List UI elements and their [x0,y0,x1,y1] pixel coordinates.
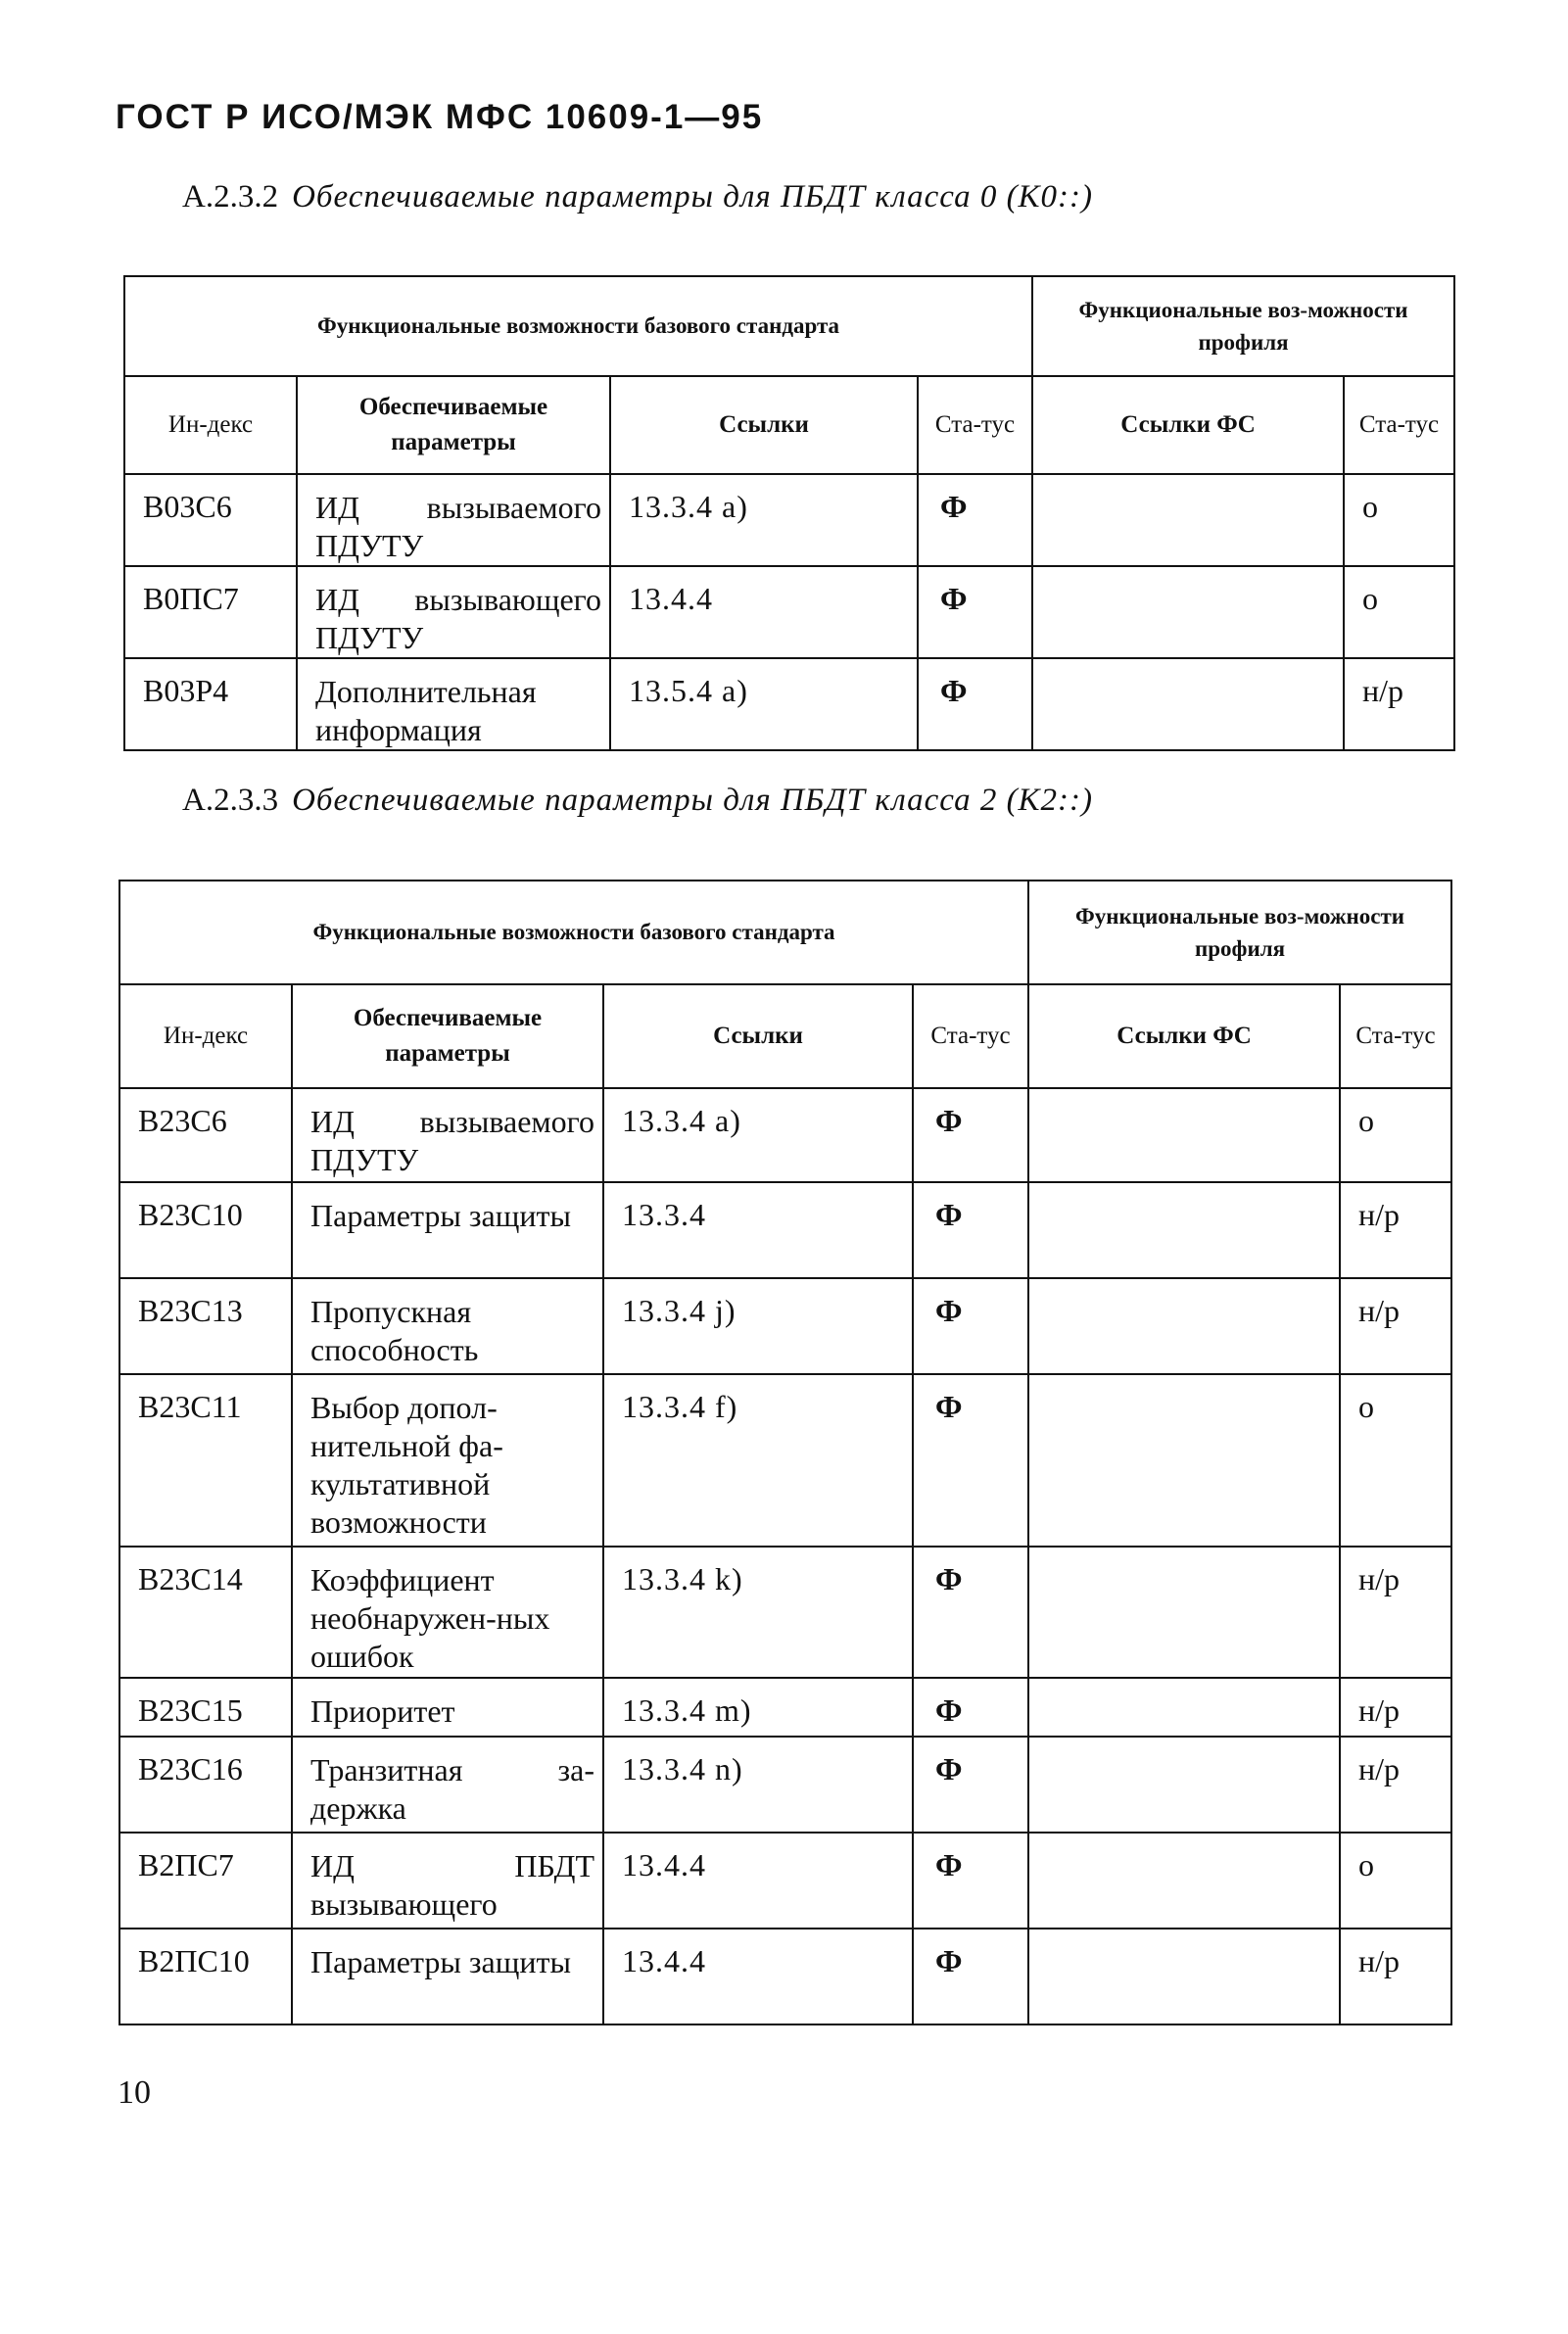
table-row [119,1929,1451,2024]
cell-reference: 13.4.4 [610,566,918,658]
cell-parameter: Параметры защиты [292,1929,603,2024]
col-header-fs-refs: Ссылки ФС [1028,984,1340,1088]
cell-status: Ф [918,658,1032,750]
cell-index: B23C6 [119,1088,292,1182]
page-number: 10 [118,2074,151,2111]
cell-profile-status: н/р [1340,1182,1451,1278]
cell-reference: 13.3.4 m) [603,1678,913,1737]
cell-index: B23C11 [119,1374,292,1547]
cell-fs-reference [1032,566,1344,658]
cell-parameter: ИД вызывающего ПДУТУ [297,566,610,658]
cell-parameter: ИД вызываемого ПДУТУ [297,474,610,566]
cell-status: Ф [913,1678,1028,1737]
table-row [119,1737,1451,1833]
col-header-status: Ста-тус [918,376,1032,474]
section-caption: Обеспечиваемые параметры для ПБДТ класса 0 (К0::) [292,179,1093,214]
col-header-index: Ин-декс [119,984,292,1088]
cell-profile-status: н/р [1344,658,1454,750]
cell-profile-status: о [1340,1374,1451,1547]
cell-profile-status: о [1344,566,1454,658]
cell-fs-reference [1028,1833,1340,1929]
cell-status: Ф [913,1547,1028,1678]
cell-status: Ф [913,1737,1028,1833]
cell-parameter: Параметры защиты [292,1182,603,1278]
cell-reference: 13.3.4 j) [603,1278,913,1374]
cell-index: B23C10 [119,1182,292,1278]
section-number: А.2.3.2 [182,179,279,214]
cell-profile-status: н/р [1340,1547,1451,1678]
table-row [119,1088,1451,1182]
cell-fs-reference [1028,1929,1340,2024]
base-standard-group-header: Функциональные возможности базового стандарта [119,881,1028,984]
profile-group-header: Функциональные воз-можности профиля [1032,276,1454,376]
base-standard-group-header: Функциональные возможности базового стандарта [124,276,1032,376]
cell-parameter: ИД вызываемого ПДУТУ [292,1088,603,1182]
table-row [124,658,1454,750]
cell-profile-status: н/р [1340,1278,1451,1374]
section-caption: Обеспечиваемые параметры для ПБДТ класса 2 (К2::) [292,783,1093,818]
section-title-2 [182,783,1093,819]
cell-index: B23C13 [119,1278,292,1374]
cell-fs-reference [1032,474,1344,566]
section-title-1 [182,179,1093,215]
table-row [119,1833,1451,1929]
table-row [119,1278,1451,1374]
col-header-profile-status: Ста-тус [1340,984,1451,1088]
cell-profile-status: о [1344,474,1454,566]
cell-profile-status: н/р [1340,1929,1451,2024]
cell-index: B03C6 [124,474,297,566]
cell-status: Ф [913,1374,1028,1547]
cell-reference: 13.5.4 a) [610,658,918,750]
cell-fs-reference [1028,1737,1340,1833]
profile-group-header: Функциональные воз-можности профиля [1028,881,1451,984]
document-header: ГОСТ Р ИСО/МЭК МФС 10609-1—95 [116,98,764,136]
cell-index: B23C16 [119,1737,292,1833]
cell-profile-status: о [1340,1088,1451,1182]
cell-index: B2ПC7 [119,1833,292,1929]
cell-reference: 13.3.4 a) [610,474,918,566]
cell-reference: 13.3.4 f) [603,1374,913,1547]
cell-index: B0ПC7 [124,566,297,658]
table-row [124,474,1454,566]
cell-profile-status: о [1340,1833,1451,1929]
cell-reference: 13.3.4 a) [603,1088,913,1182]
parameters-table-class-2 [119,880,1452,2025]
cell-fs-reference [1028,1547,1340,1678]
col-header-profile-status: Ста-тус [1344,376,1454,474]
cell-status: Ф [913,1833,1028,1929]
cell-reference: 13.4.4 [603,1929,913,2024]
cell-reference: 13.3.4 k) [603,1547,913,1678]
col-header-params: Обеспечиваемые параметры [297,376,610,474]
col-header-refs: Ссылки [603,984,913,1088]
table-row [119,1547,1451,1678]
table-row [119,1182,1451,1278]
cell-parameter: ИД ПБДТ вызывающего [292,1833,603,1929]
cell-index: B03P4 [124,658,297,750]
cell-status: Ф [918,474,1032,566]
cell-parameter: Транзитная за-держка [292,1737,603,1833]
cell-reference: 13.3.4 n) [603,1737,913,1833]
cell-parameter: Дополнительная информация [297,658,610,750]
cell-parameter: Приоритет [292,1678,603,1737]
cell-fs-reference [1028,1374,1340,1547]
cell-fs-reference [1028,1278,1340,1374]
cell-index: B23C14 [119,1547,292,1678]
cell-status: Ф [913,1278,1028,1374]
table-row [119,1678,1451,1737]
cell-index: B2ПC10 [119,1929,292,2024]
cell-profile-status: н/р [1340,1737,1451,1833]
parameters-table-class-0 [123,275,1455,751]
col-header-fs-refs: Ссылки ФС [1032,376,1344,474]
cell-fs-reference [1032,658,1344,750]
table-row [119,1374,1451,1547]
cell-index: B23C15 [119,1678,292,1737]
cell-status: Ф [918,566,1032,658]
cell-status: Ф [913,1182,1028,1278]
cell-profile-status: н/р [1340,1678,1451,1737]
col-header-refs: Ссылки [610,376,918,474]
section-number: А.2.3.3 [182,783,279,818]
table-row [124,566,1454,658]
cell-reference: 13.3.4 [603,1182,913,1278]
cell-reference: 13.4.4 [603,1833,913,1929]
cell-status: Ф [913,1088,1028,1182]
cell-status: Ф [913,1929,1028,2024]
col-header-status: Ста-тус [913,984,1028,1088]
col-header-params: Обеспечиваемые параметры [292,984,603,1088]
cell-fs-reference [1028,1678,1340,1737]
cell-parameter: Пропускная способность [292,1278,603,1374]
cell-fs-reference [1028,1088,1340,1182]
cell-fs-reference [1028,1182,1340,1278]
cell-parameter: Коэффициент необнаружен-ных ошибок [292,1547,603,1678]
cell-parameter: Выбор допол-нительной фа-культативной возможности [292,1374,603,1547]
col-header-index: Ин-декс [124,376,297,474]
